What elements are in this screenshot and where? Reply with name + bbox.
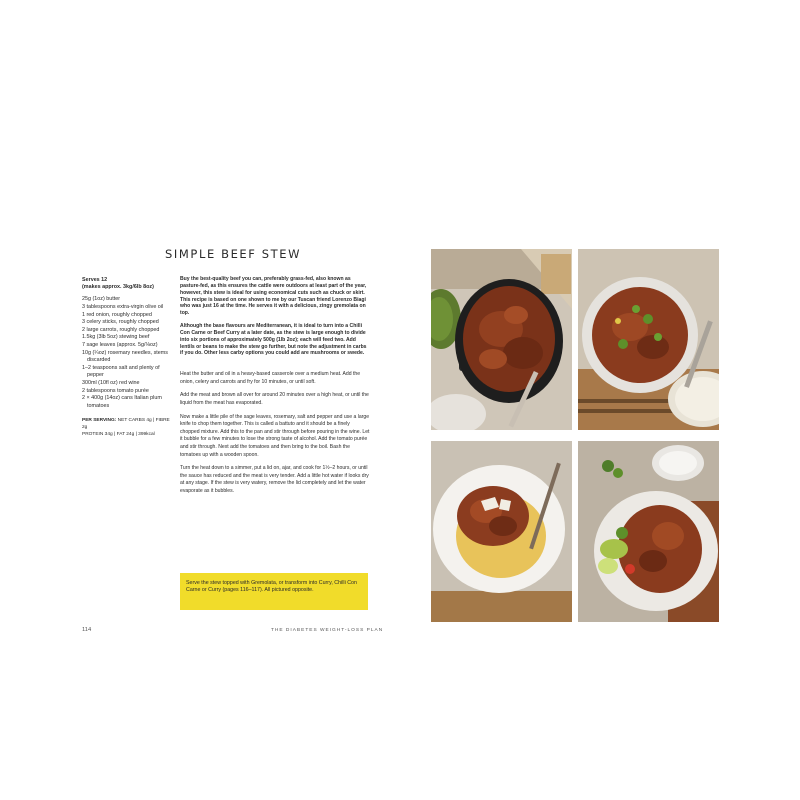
ingredient-item: 7 sage leaves (approx. 5g/⅛oz)	[82, 341, 158, 348]
ingredient-item: 3 celery sticks, roughly chopped	[82, 319, 159, 326]
serving-tip-box: Serve the stew topped with Gremolata, or transform into Curry, Chilli Con Carne or Curry (pages 116–117). All pictured opposite.	[180, 573, 368, 610]
running-head: THE DIABETES WEIGHT-LOSS PLAN	[271, 628, 384, 633]
ingredient-item: 1–2 teaspoons salt and plenty of	[82, 364, 160, 371]
photo-stew-with-avocado	[578, 441, 719, 622]
recipe-intro	[180, 276, 370, 357]
ingredient-item: 1.5kg (3lb 5oz) stewing beef	[82, 334, 150, 341]
recipe-title: SIMPLE BEEF STEW	[165, 247, 302, 261]
intro-paragraph: Although the base flavours are Mediterranean, it is ideal to turn into a Chilli Con Carne or Beef Curry at a later date, as the stew is large enough to divide into six portions of approximately 500g (1lb 2oz); each will feed two. Add lentils or beans to make the stew go further, but note the adjustment in carbs if you do. Other less carby options you could add are mushrooms or swede.	[180, 323, 367, 357]
ingredient-item: 2 large carrots, roughly chopped	[82, 326, 160, 333]
photo-chilli-in-white-pot	[578, 249, 719, 430]
ingredient-list	[82, 296, 174, 410]
method-step: Now make a little pile of the sage leaves, rosemary, salt and pepper and use a large knife to chop them together. This is called a battuto and it should be a finely chopped mixture. Add this to the pan and stir through before pouring in the wine. Let it bubble for a few minutes to lose the strong taste of alcohol. Add the tomato purée and stir through. Next add the tomatoes and then bring to the boil. Bash the tomatoes up with a wooden spoon.	[180, 413, 370, 458]
method-step: Turn the heat down to a simmer, put a lid on, ajar, and cook for 1½–2 hours, or until the sauce has reduced and the meat is very tender. Add a little hot water if looks dry at any stage. If the stew is very watery, remove the lid completely and let the water evaporate as it bubbles.	[180, 465, 369, 494]
ingredient-item: 25g (1oz) butter	[82, 296, 121, 303]
ingredient-item: pepper	[87, 372, 104, 379]
per-serving-line-2: PROTEIN 34g | FAT 24g | 399kcal	[82, 431, 155, 437]
ingredient-item: discarded	[87, 357, 111, 364]
intro-paragraph: Buy the best-quality beef you can, preferably grass-fed, also known as pasture-fed, as this ensures the cattle were outdoors at least part of the year, however, this stew is ideal for using economical cuts such as chuck or skirt. This recipe is based on one shown to me by our Tuscan friend Lorenzo Biagi who was just 16 at the time. He serves it with a delicious, zingy gremolata on top.	[180, 276, 367, 317]
ingredient-item: 300ml (10fl oz) red wine	[82, 379, 140, 386]
per-serving-label: PER SERVING:	[82, 418, 117, 424]
photo-stew-with-pasta	[431, 441, 572, 622]
method-steps	[180, 371, 370, 495]
ingredient-item: 2 × 400g (14oz) cans Italian plum	[82, 395, 162, 402]
photo-stew-in-casserole	[431, 249, 572, 430]
nutrition-info	[82, 418, 174, 438]
ingredients-column	[82, 277, 174, 438]
per-serving-line-1: NET CARBS 4g | FIBRE 2g	[82, 418, 170, 430]
ingredient-item: 3 tablespoons extra-virgin olive oil	[82, 304, 164, 310]
ingredient-item: tomatoes	[87, 402, 110, 409]
ingredient-item: 10g (¼oz) rosemary needles, stems	[82, 349, 168, 356]
serves-line: Serves 12	[82, 277, 108, 283]
method-step: Heat the butter and oil in a heavy-based casserole over a medium heat. Add the onion, celery and carrots and fry for 10 minutes, or until soft.	[180, 371, 361, 385]
method-step: Add the meat and brown all over for around 20 minutes over a high heat, or until the liquid from the meat has evaporated.	[180, 392, 369, 407]
text-column	[180, 276, 370, 502]
makes-line: (makes approx. 3kg/6lb 8oz)	[82, 284, 154, 291]
ingredient-item: 1 red onion, roughly chopped	[82, 311, 152, 318]
page-number: 114	[82, 627, 92, 633]
ingredient-item: 2 tablespoons tomato purée	[82, 387, 149, 394]
